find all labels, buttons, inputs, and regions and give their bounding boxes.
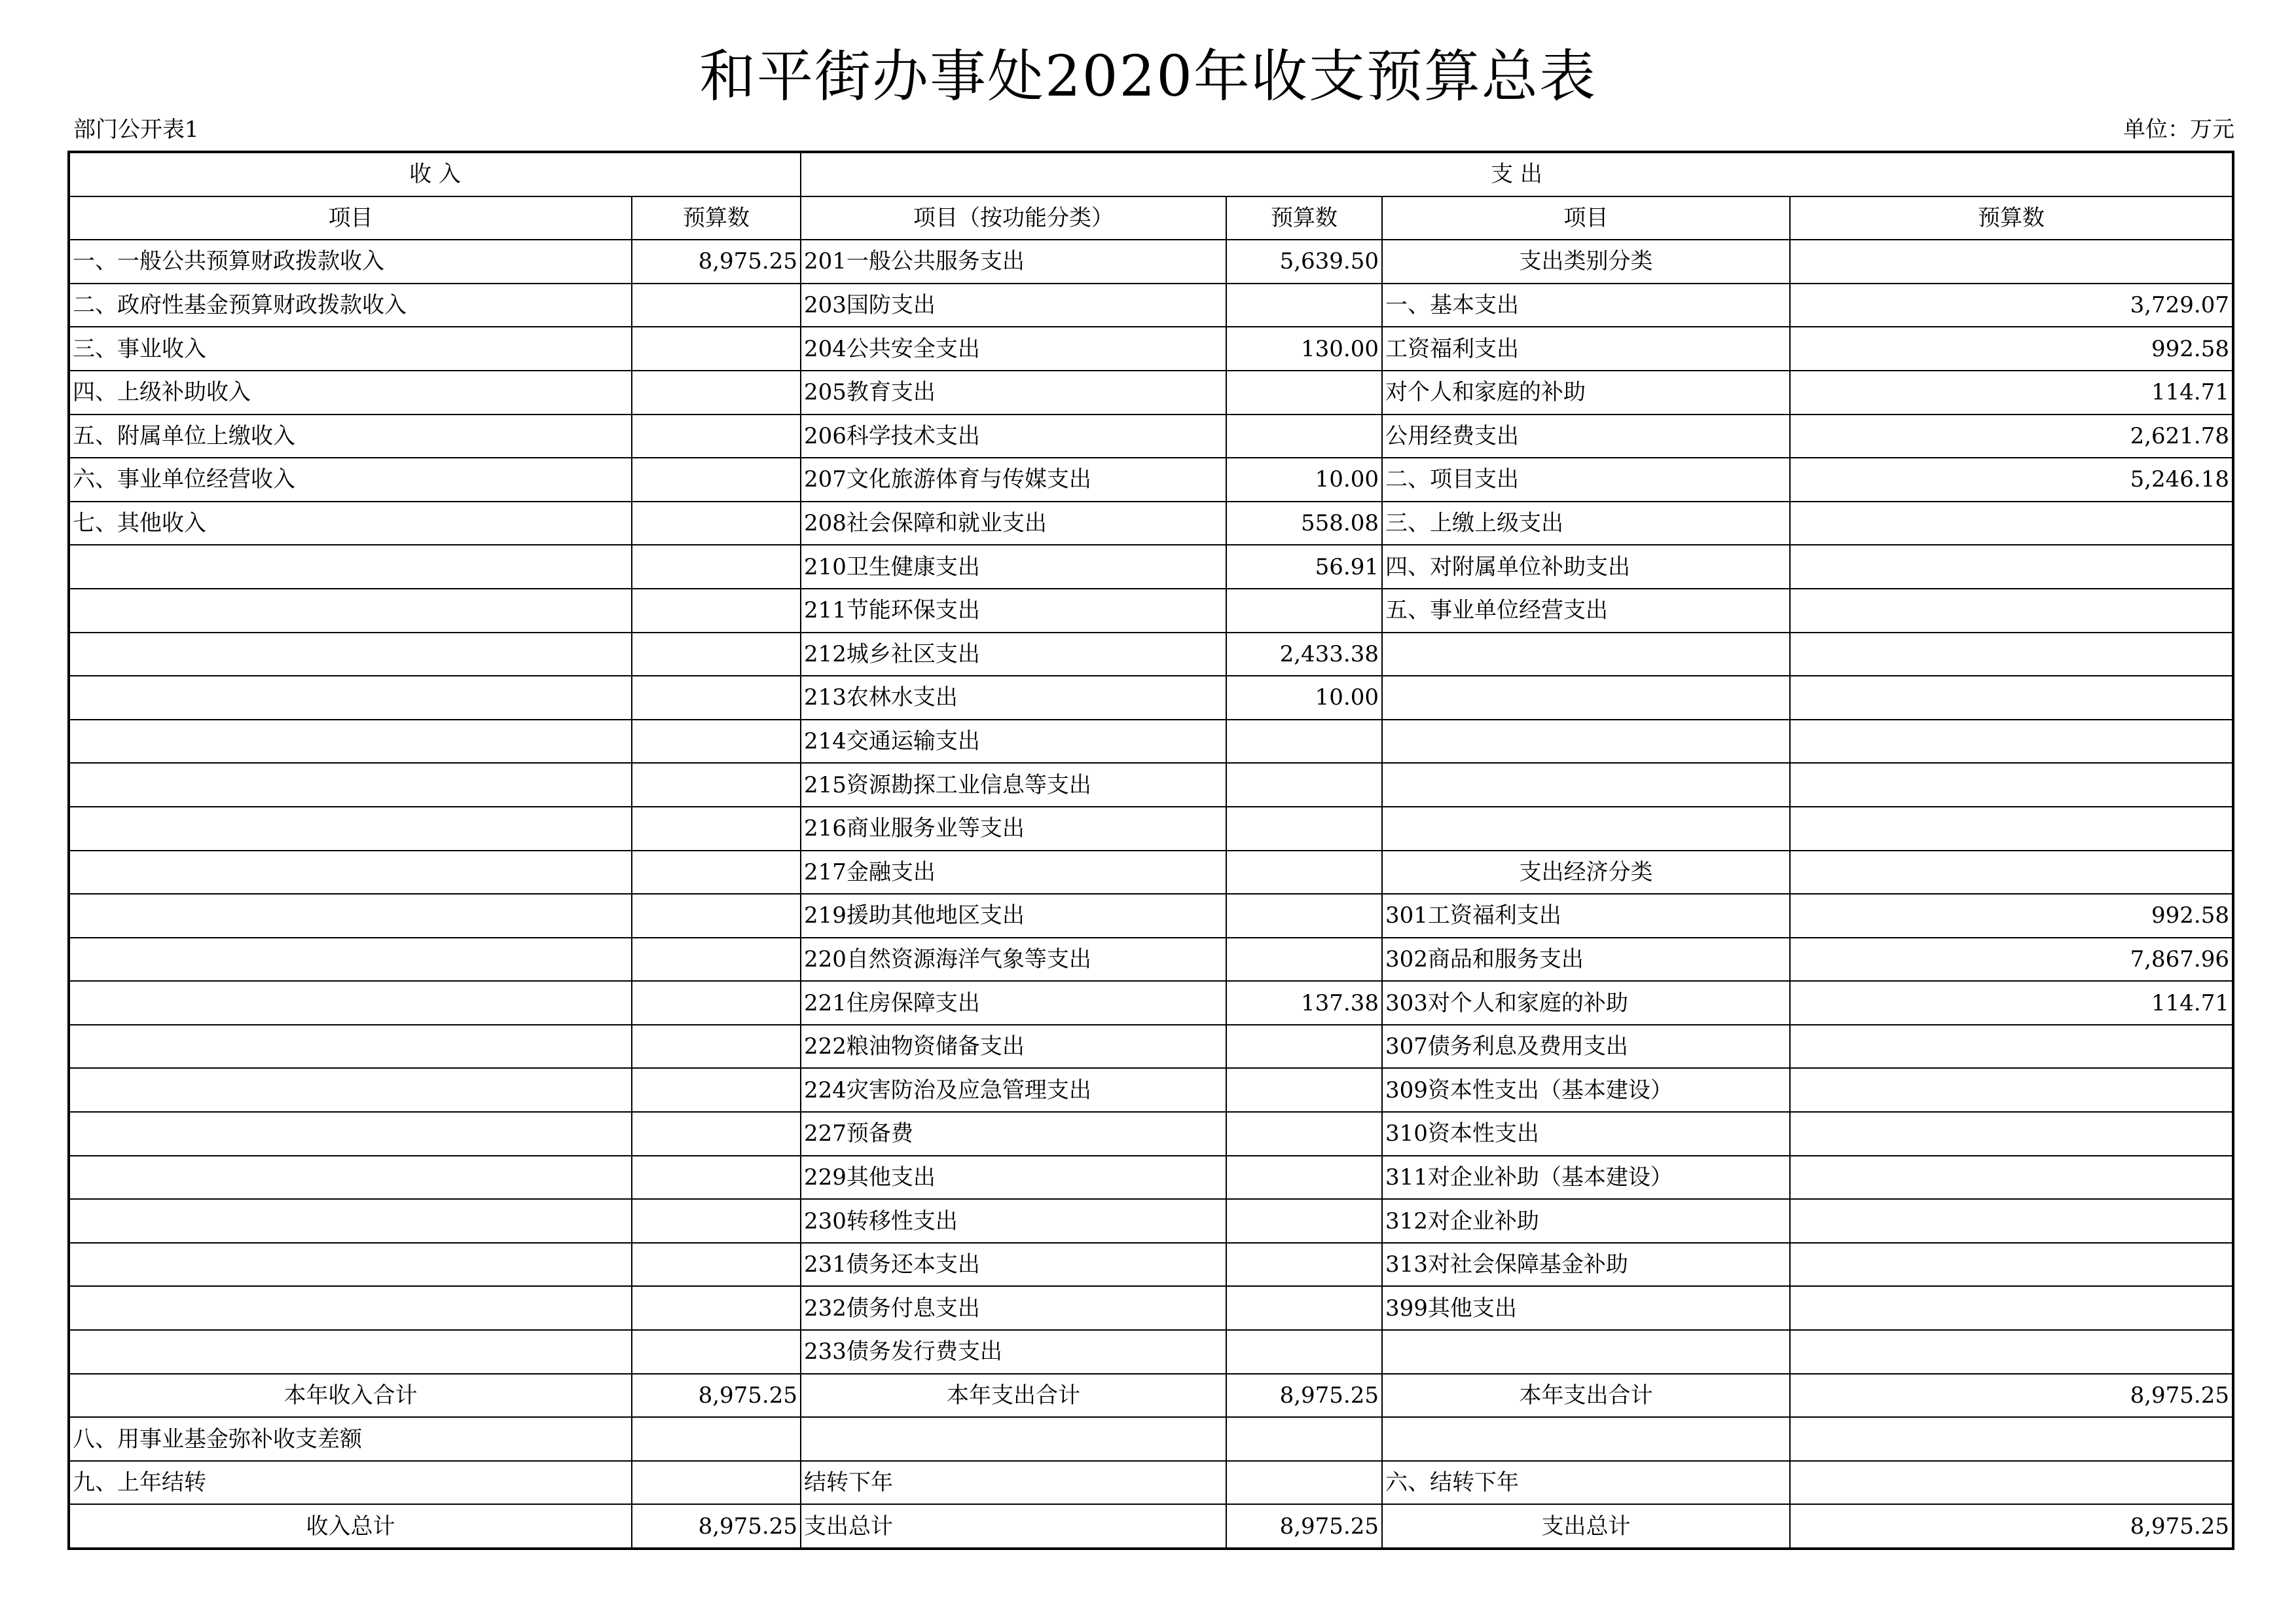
table-row [69, 1156, 2233, 1200]
cell-income-budget [632, 1068, 801, 1112]
cell-income-item [69, 1156, 632, 1200]
cell-function-item: 233债务发行费支出 [801, 1330, 1226, 1374]
cell-category-budget: 114.71 [1790, 371, 2233, 415]
cell-category-item: 三、上缴上级支出 [1382, 502, 1790, 545]
cell-category-budget [1790, 1068, 2233, 1112]
cell-income-item [69, 1025, 632, 1069]
cell-category-budget [1790, 240, 2233, 284]
cell-category-budget [1790, 851, 2233, 895]
table-row [69, 458, 2233, 502]
cell-category-budget: 992.58 [1790, 894, 2233, 938]
col-header-budget: 预算数 [632, 196, 801, 240]
cell-income-budget [632, 284, 801, 327]
cell-category-budget [1790, 1156, 2233, 1200]
cell-income-item [69, 1068, 632, 1112]
cell-income-budget [632, 1330, 801, 1374]
cell-income-budget [632, 1156, 801, 1200]
table-row [69, 1243, 2233, 1287]
cell-income-item [69, 1330, 632, 1374]
cell-function-budget [1226, 1417, 1382, 1461]
cell-category-item [1382, 720, 1790, 764]
cell-category-item: 302商品和服务支出 [1382, 938, 1790, 982]
cell-income-budget [632, 676, 801, 720]
cell-function-item: 结转下年 [801, 1461, 1226, 1505]
table-row [69, 1112, 2233, 1156]
cell-category-item [1382, 676, 1790, 720]
cell-income-budget [632, 763, 801, 807]
cell-category-item [1382, 1417, 1790, 1461]
cell-function-item: 201一般公共服务支出 [801, 240, 1226, 284]
cell-function-item: 211节能环保支出 [801, 589, 1226, 633]
cell-function-item: 232债务付息支出 [801, 1286, 1226, 1330]
table-row [69, 502, 2233, 545]
cell-income-budget [632, 589, 801, 633]
cell-income-budget [632, 1286, 801, 1330]
cell-income-budget [632, 720, 801, 764]
table-row [69, 1025, 2233, 1069]
cell-income-item: 二、政府性基金预算财政拨款收入 [69, 284, 632, 327]
cell-function-item: 208社会保障和就业支出 [801, 502, 1226, 545]
table-row [69, 545, 2233, 589]
cell-function-budget [1226, 1112, 1382, 1156]
cell-category-item [1382, 807, 1790, 851]
cell-function-budget: 130.00 [1226, 327, 1382, 371]
cell-function-budget [1226, 284, 1382, 327]
cell-category-item: 支出经济分类 [1382, 851, 1790, 895]
unit-label: 单位：万元 [2123, 117, 2234, 143]
cell-function-item: 229其他支出 [801, 1156, 1226, 1200]
cell-category-item: 六、结转下年 [1382, 1461, 1790, 1505]
table-row [69, 371, 2233, 415]
cell-category-item [1382, 633, 1790, 676]
cell-income-budget [632, 1025, 801, 1069]
cell-function-item: 本年支出合计 [801, 1374, 1226, 1418]
table-row [69, 851, 2233, 895]
cell-function-item: 213农林水支出 [801, 676, 1226, 720]
cell-category-budget [1790, 720, 2233, 764]
cell-income-budget [632, 1112, 801, 1156]
cell-function-item: 212城乡社区支出 [801, 633, 1226, 676]
cell-function-budget [1226, 720, 1382, 764]
cell-function-item [801, 1417, 1226, 1461]
cell-category-item: 312对企业补助 [1382, 1199, 1790, 1243]
cell-income-budget: 8,975.25 [632, 1374, 801, 1418]
cell-category-item: 二、项目支出 [1382, 458, 1790, 502]
cell-function-item: 205教育支出 [801, 371, 1226, 415]
cell-category-item: 309资本性支出（基本建设） [1382, 1068, 1790, 1112]
col-header-item-function: 项目（按功能分类） [801, 196, 1226, 240]
cell-category-budget: 7,867.96 [1790, 938, 2233, 982]
cell-income-item [69, 894, 632, 938]
cell-income-budget [632, 938, 801, 982]
income-header: 收 入 [69, 152, 801, 196]
cell-income-budget: 8,975.25 [632, 240, 801, 284]
cell-function-budget [1226, 1025, 1382, 1069]
table-row [69, 1068, 2233, 1112]
section-header-row [69, 152, 2233, 196]
cell-function-item: 210卫生健康支出 [801, 545, 1226, 589]
cell-function-budget [1226, 851, 1382, 895]
cell-function-item: 214交通运输支出 [801, 720, 1226, 764]
cell-category-budget [1790, 1243, 2233, 1287]
cell-income-item: 四、上级补助收入 [69, 371, 632, 415]
cell-category-item: 支出总计 [1382, 1504, 1790, 1549]
cell-income-budget [632, 981, 801, 1025]
cell-function-budget: 56.91 [1226, 545, 1382, 589]
budget-table [67, 151, 2234, 1550]
cell-income-item [69, 1286, 632, 1330]
table-row [69, 763, 2233, 807]
cell-income-item: 一、一般公共预算财政拨款收入 [69, 240, 632, 284]
column-header-row [69, 196, 2233, 240]
cell-income-item: 六、事业单位经营收入 [69, 458, 632, 502]
cell-category-item: 对个人和家庭的补助 [1382, 371, 1790, 415]
cell-function-budget: 5,639.50 [1226, 240, 1382, 284]
cell-income-item: 本年收入合计 [69, 1374, 632, 1418]
table-row [69, 894, 2233, 938]
cell-function-budget [1226, 371, 1382, 415]
expense-header: 支 出 [801, 152, 2233, 196]
table-row [69, 1330, 2233, 1374]
cell-income-budget: 8,975.25 [632, 1504, 801, 1549]
cell-function-item: 220自然资源海洋气象等支出 [801, 938, 1226, 982]
cell-category-budget: 992.58 [1790, 327, 2233, 371]
cell-income-budget [632, 458, 801, 502]
cell-function-item: 230转移性支出 [801, 1199, 1226, 1243]
cell-function-item: 204公共安全支出 [801, 327, 1226, 371]
cell-income-item [69, 981, 632, 1025]
cell-function-item: 207文化旅游体育与传媒支出 [801, 458, 1226, 502]
cell-income-budget [632, 327, 801, 371]
cell-category-budget [1790, 807, 2233, 851]
cell-function-item: 222粮油物资储备支出 [801, 1025, 1226, 1069]
cell-category-item: 一、基本支出 [1382, 284, 1790, 327]
cell-function-item: 203国防支出 [801, 284, 1226, 327]
cell-function-budget: 558.08 [1226, 502, 1382, 545]
table-row [69, 938, 2233, 982]
cell-income-budget [632, 1199, 801, 1243]
cell-income-item [69, 676, 632, 720]
cell-income-budget [632, 851, 801, 895]
cell-category-budget [1790, 676, 2233, 720]
cell-income-budget [632, 894, 801, 938]
cell-function-budget: 137.38 [1226, 981, 1382, 1025]
cell-function-budget: 2,433.38 [1226, 633, 1382, 676]
cell-income-item [69, 720, 632, 764]
cell-function-budget: 8,975.25 [1226, 1504, 1382, 1549]
cell-category-budget: 114.71 [1790, 981, 2233, 1025]
cell-income-item [69, 938, 632, 982]
cell-function-budget [1226, 1330, 1382, 1374]
table-row [69, 327, 2233, 371]
page-title: 和平街办事处2020年收支预算总表 [699, 44, 1597, 109]
cell-function-budget [1226, 1286, 1382, 1330]
cell-category-budget [1790, 1199, 2233, 1243]
table-row [69, 1286, 2233, 1330]
col-header-budget-function: 预算数 [1226, 196, 1382, 240]
cell-category-item: 五、事业单位经营支出 [1382, 589, 1790, 633]
cell-category-item: 313对社会保障基金补助 [1382, 1243, 1790, 1287]
cell-category-budget: 2,621.78 [1790, 415, 2233, 458]
cell-category-item: 307债务利息及费用支出 [1382, 1025, 1790, 1069]
cell-category-budget: 8,975.25 [1790, 1504, 2233, 1549]
cell-function-budget [1226, 1461, 1382, 1505]
cell-category-budget [1790, 763, 2233, 807]
cell-income-item [69, 1112, 632, 1156]
cell-function-budget [1226, 1068, 1382, 1112]
cell-function-item: 216商业服务业等支出 [801, 807, 1226, 851]
table-row [69, 1417, 2233, 1461]
cell-category-budget [1790, 1025, 2233, 1069]
cell-category-budget: 8,975.25 [1790, 1374, 2233, 1418]
cell-income-item [69, 1199, 632, 1243]
cell-function-item: 217金融支出 [801, 851, 1226, 895]
table-row [69, 284, 2233, 327]
cell-category-budget [1790, 1112, 2233, 1156]
cell-category-budget: 5,246.18 [1790, 458, 2233, 502]
cell-function-item: 215资源勘探工业信息等支出 [801, 763, 1226, 807]
table-row [69, 676, 2233, 720]
table-row [69, 981, 2233, 1025]
cell-function-item: 224灾害防治及应急管理支出 [801, 1068, 1226, 1112]
cell-function-item: 221住房保障支出 [801, 981, 1226, 1025]
cell-category-item: 310资本性支出 [1382, 1112, 1790, 1156]
cell-category-item: 301工资福利支出 [1382, 894, 1790, 938]
table-row [69, 807, 2233, 851]
cell-category-item [1382, 1330, 1790, 1374]
cell-function-item: 219援助其他地区支出 [801, 894, 1226, 938]
cell-function-item: 206科学技术支出 [801, 415, 1226, 458]
cell-income-item [69, 545, 632, 589]
cell-category-budget [1790, 1286, 2233, 1330]
cell-function-budget: 10.00 [1226, 676, 1382, 720]
cell-income-budget [632, 807, 801, 851]
cell-category-budget [1790, 589, 2233, 633]
cell-category-budget [1790, 1417, 2233, 1461]
table-row [69, 633, 2233, 676]
cell-category-item: 399其他支出 [1382, 1286, 1790, 1330]
cell-category-item: 303对个人和家庭的补助 [1382, 981, 1790, 1025]
cell-category-item: 公用经费支出 [1382, 415, 1790, 458]
cell-category-item: 工资福利支出 [1382, 327, 1790, 371]
cell-function-budget: 10.00 [1226, 458, 1382, 502]
cell-function-budget [1226, 894, 1382, 938]
cell-function-budget [1226, 807, 1382, 851]
cell-function-budget [1226, 415, 1382, 458]
table-row [69, 1374, 2233, 1418]
cell-function-budget [1226, 1243, 1382, 1287]
table-row [69, 720, 2233, 764]
table-body [69, 240, 2233, 1549]
cell-function-budget [1226, 763, 1382, 807]
table-row [69, 1504, 2233, 1549]
cell-income-item [69, 807, 632, 851]
cell-function-budget [1226, 589, 1382, 633]
cell-category-item: 311对企业补助（基本建设） [1382, 1156, 1790, 1200]
cell-category-item: 支出类别分类 [1382, 240, 1790, 284]
cell-category-item [1382, 763, 1790, 807]
cell-income-item [69, 589, 632, 633]
cell-category-budget [1790, 1461, 2233, 1505]
cell-category-item: 本年支出合计 [1382, 1374, 1790, 1418]
cell-category-budget: 3,729.07 [1790, 284, 2233, 327]
cell-income-item: 八、用事业基金弥补收支差额 [69, 1417, 632, 1461]
cell-function-item: 231债务还本支出 [801, 1243, 1226, 1287]
cell-income-item: 七、其他收入 [69, 502, 632, 545]
cell-function-budget: 8,975.25 [1226, 1374, 1382, 1418]
cell-income-budget [632, 1243, 801, 1287]
table-row [69, 1461, 2233, 1505]
col-header-item-category: 项目 [1382, 196, 1790, 240]
cell-function-budget [1226, 1199, 1382, 1243]
table-row [69, 1199, 2233, 1243]
cell-function-item: 227预备费 [801, 1112, 1226, 1156]
cell-category-budget [1790, 633, 2233, 676]
cell-income-item: 五、附属单位上缴收入 [69, 415, 632, 458]
cell-income-budget [632, 502, 801, 545]
cell-category-budget [1790, 502, 2233, 545]
cell-income-budget [632, 415, 801, 458]
cell-income-item: 九、上年结转 [69, 1461, 632, 1505]
cell-income-budget [632, 633, 801, 676]
cell-income-item [69, 763, 632, 807]
cell-category-budget [1790, 1330, 2233, 1374]
table-row [69, 589, 2233, 633]
form-code: 部门公开表1 [73, 117, 199, 143]
cell-income-item: 收入总计 [69, 1504, 632, 1549]
cell-function-item: 支出总计 [801, 1504, 1226, 1549]
cell-income-budget [632, 371, 801, 415]
cell-income-item: 三、事业收入 [69, 327, 632, 371]
cell-income-budget [632, 1461, 801, 1505]
cell-category-budget [1790, 545, 2233, 589]
table-row [69, 240, 2233, 284]
cell-income-item [69, 851, 632, 895]
cell-income-budget [632, 1417, 801, 1461]
cell-function-budget [1226, 1156, 1382, 1200]
cell-income-item [69, 1243, 632, 1287]
cell-income-budget [632, 545, 801, 589]
col-header-budget-category: 预算数 [1790, 196, 2233, 240]
col-header-item: 项目 [69, 196, 632, 240]
table-row [69, 415, 2233, 458]
cell-category-item: 四、对附属单位补助支出 [1382, 545, 1790, 589]
cell-function-budget [1226, 938, 1382, 982]
cell-income-item [69, 633, 632, 676]
